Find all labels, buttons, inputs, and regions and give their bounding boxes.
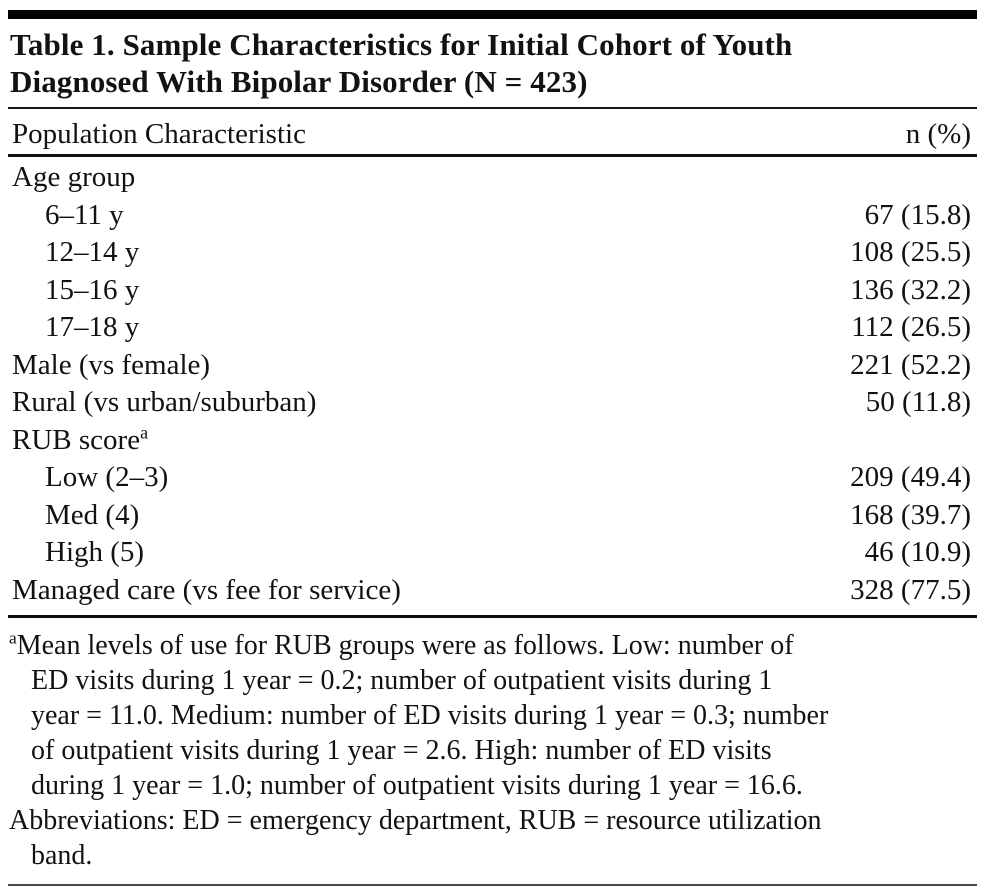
- footnote-a-line-2: ED visits during 1 year = 0.2; number of outpatient visits during 1: [31, 665, 773, 696]
- column-header-characteristic: Population Characteristic: [12, 118, 306, 150]
- table-row-age-12-14: [8, 234, 977, 272]
- table-row-rub-score: [8, 422, 977, 460]
- footnote-a-line-3: year = 11.0. Medium: number of ED visits during 1 year = 0.3; number: [31, 700, 829, 731]
- table-row-managed-care: [8, 572, 977, 610]
- table-title-line-1: Table 1. Sample Characteristics for Initial Cohort of Youth: [10, 27, 793, 62]
- row-label: High (5): [45, 536, 145, 568]
- row-value: 221 (52.2): [850, 348, 971, 381]
- row-value: 67 (15.8): [864, 198, 971, 231]
- page-title: [8, 19, 977, 109]
- row-value: 168 (39.7): [850, 498, 971, 531]
- row-value: 50 (11.8): [865, 386, 971, 418]
- rub-score-text: RUB score: [12, 423, 141, 456]
- row-label: 17–18 y: [45, 311, 140, 343]
- footnote-a-line-1: [9, 628, 977, 663]
- row-label: Low (2–3): [45, 461, 169, 493]
- table-row-age-17-18: [8, 309, 977, 347]
- row-value: 209 (49.4): [850, 461, 971, 493]
- row-value: 112 (26.5): [851, 311, 971, 343]
- abbreviations-line-1: Abbreviations: ED = emergency department, RUB = resource utilization: [9, 805, 822, 836]
- top-rule: [8, 10, 977, 19]
- table-row-rub-med: [8, 497, 977, 535]
- table-footnotes: [8, 618, 977, 873]
- table-row-age-group: [8, 159, 977, 197]
- table-row-rub-high: [8, 534, 977, 572]
- row-label: [12, 422, 148, 460]
- table-row-male: [8, 347, 977, 385]
- row-value: 108 (25.5): [850, 236, 971, 268]
- row-label: 15–16 y: [45, 273, 140, 306]
- footnote-a-marker: a: [140, 421, 149, 442]
- row-value: 328 (77.5): [850, 573, 971, 606]
- table-column-header-row: [8, 109, 977, 157]
- table-row-rub-low: [8, 459, 977, 497]
- column-header-n-percent: n (%): [905, 118, 971, 150]
- row-label: Age group: [12, 161, 136, 193]
- row-label: Rural (vs urban/suburban): [12, 386, 317, 418]
- table-title-line-2: Diagnosed With Bipolar Disorder (N = 423): [10, 64, 588, 99]
- table-row-age-6-11: [8, 197, 977, 235]
- table-row-rural: [8, 384, 977, 422]
- row-value: 136 (32.2): [850, 273, 971, 306]
- abbreviations-line-2: band.: [31, 840, 93, 871]
- row-label: Managed care (vs fee for service): [12, 573, 401, 606]
- table-content: [8, 10, 977, 886]
- row-label: Male (vs female): [12, 348, 211, 381]
- row-label: Med (4): [45, 498, 140, 531]
- footnote-a-line-4: of outpatient visits during 1 year = 2.6. High: number of ED visits: [31, 735, 772, 766]
- table-body: [8, 157, 977, 618]
- footnote-a-text: Mean levels of use for RUB groups were as follows. Low: number of: [16, 630, 794, 661]
- table-row-age-15-16: [8, 272, 977, 310]
- bottom-rule: [8, 884, 977, 886]
- footnote-a-superscript: a: [9, 628, 17, 648]
- row-label: 12–14 y: [45, 236, 140, 268]
- footnote-a-line-5: during 1 year = 1.0; number of outpatient visits during 1 year = 16.6.: [31, 770, 803, 801]
- row-value: 46 (10.9): [864, 536, 971, 568]
- row-label: 6–11 y: [45, 198, 124, 231]
